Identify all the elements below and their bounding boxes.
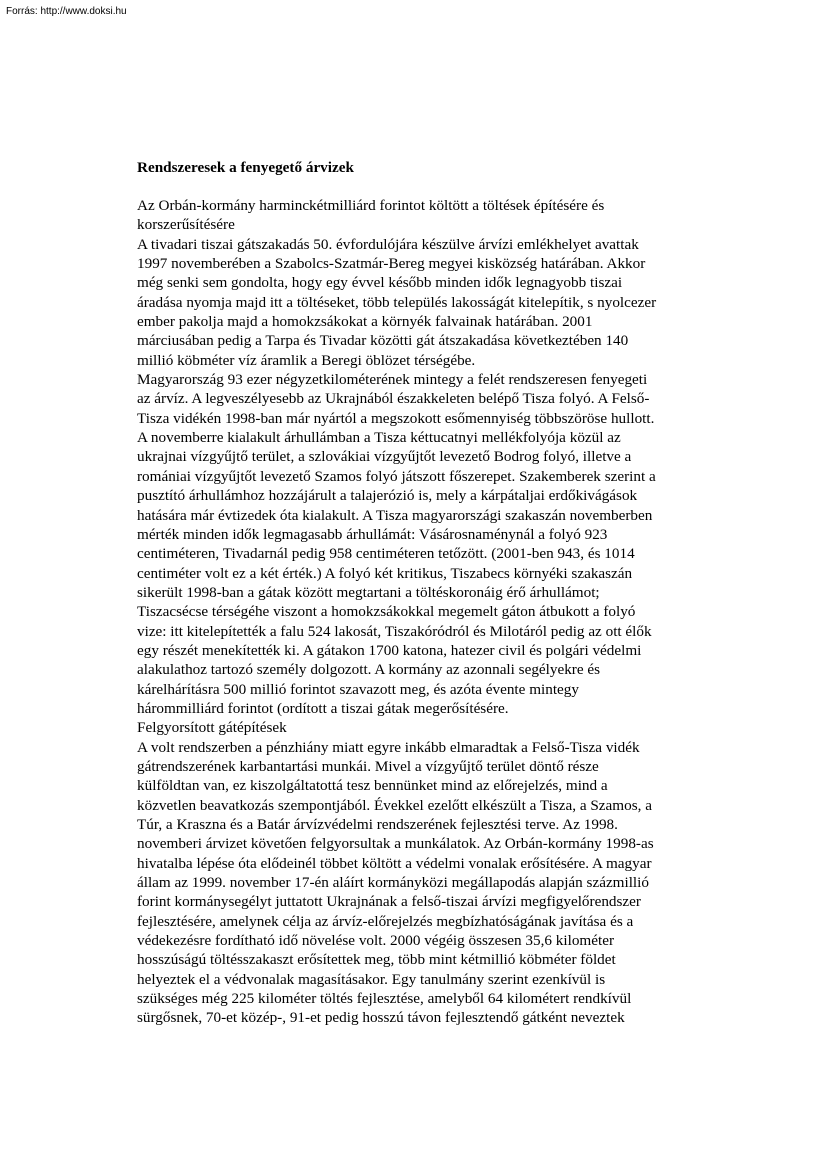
text-line: centiméter volt ez a két érték.) A folyó két kritikus, Tiszabecs környéki szakaszán xyxy=(137,564,633,582)
text-line: 1997 novemberében a Szabolcs-Szatmár-Bereg megyei kisközség határában. Akkor xyxy=(137,255,646,273)
text-line: ukrajnai vízgyűjtő terület, a szlovákiai vízgyűjtőt levezető Bodrog folyó, illetve a xyxy=(137,448,632,466)
text-line: romániai vízgyűjtőt levezető Szamos folyó játszott főszerepet. Szakemberek szerint a xyxy=(137,467,656,485)
text-line: Tiszacsécse térségéhe viszont a homokzsákokkal megemelt gáton átbukott a folyó xyxy=(137,603,636,621)
text-line: centiméteren, Tivadarnál pedig 958 centiméteren tetőzött. (2001-ben 943, és 1014 xyxy=(137,545,635,563)
text-line: védekezésre fordítható idő növelése volt. 2000 végéig összesen 35,6 kilométer xyxy=(137,932,614,950)
text-line: hárommilliárd forintot (ordított a tiszai gátak megerősítésére. xyxy=(137,699,509,717)
text-line: helyeztek el a védvonalak magasításakor. Egy tanulmány szerint ezenkívül is xyxy=(137,970,606,988)
text-line: márciusában pedig a Tarpa és Tivadar közötti gát átszakadása következtében 140 xyxy=(137,332,629,350)
source-attribution: Forrás: http://www.doksi.hu xyxy=(6,6,127,17)
text-line: A volt rendszerben a pénzhiány miatt egyre inkább elmaradtak a Felső-Tisza vidék xyxy=(137,738,640,756)
text-line: ember pakolja majd a homokzsákokat a környék falvainak határában. 2001 xyxy=(137,313,593,331)
text-line: alakulathoz tartozó személy dolgozott. A kormány az azonnali segélyekre és xyxy=(137,661,601,679)
text-line: hivatalba lépése óta elődeinél többet költött a védelmi vonalak erősítésére. A magyar xyxy=(137,854,652,872)
text-line: még senki sem gondolta, hogy egy évvel később minden idők legnagyobb tiszai xyxy=(137,274,623,292)
text-line: novemberi árvizet követően felgyorsultak a munkálatok. Az Orbán-kormány 1998-as xyxy=(137,835,654,853)
text-line: Tisza vidékén 1998-ban már nyártól a megszokott esőmennyiség többszöröse hullott. xyxy=(137,409,655,427)
text-line: millió köbméter víz áramlik a Beregi öblözet térségébe. xyxy=(137,351,476,369)
document-body xyxy=(137,158,712,1028)
text-line: A novemberre kialakult árhullámban a Tisza kéttucatnyi mellékfolyója közül az xyxy=(137,429,621,447)
text-line: állam az 1999. november 17-én aláírt kormányközi megállapodás alapján százmillió xyxy=(137,874,649,892)
text-line: sikerült 1998-ban a gátak között megtartani a töltéskoronáig érő árhullámot; xyxy=(137,583,600,601)
text-line: korszerűsítésére xyxy=(137,216,235,234)
text-line: hosszúságú töltésszakaszt erősítettek meg, több mint kétmillió köbméter földet xyxy=(137,951,616,969)
text-line: áradása nyomja majd itt a töltéseket, több település lakosságát kitelepítik, s nyolcezer xyxy=(137,293,657,311)
text-line: forint kormánysegélyt juttatott Ukrajnának a felső-tiszai árvízi megfigyelőrendszer xyxy=(137,893,641,911)
text-line: szükséges még 225 kilométer töltés fejlesztése, amelyből 64 kilométert rendkívül xyxy=(137,990,632,1008)
text-line: Magyarország 93 ezer négyzetkilométerének mintegy a felét rendszeresen fenyegeti xyxy=(137,371,648,389)
text-line: A tivadari tiszai gátszakadás 50. évfordulójára készülve árvízi emlékhelyet avattak xyxy=(137,235,639,253)
text-line: kárelhárításra 500 millió forintot szavazott meg, és azóta évente mintegy xyxy=(137,680,579,698)
text-line: Túr, a Kraszna és a Batár árvízvédelmi rendszerének fejlesztési terve. Az 1998. xyxy=(137,816,618,833)
article-text xyxy=(137,196,712,1028)
text-line: közvetlen beavatkozás szempontjából. Évekkel ezelőtt elkészült a Tisza, a Szamos, a xyxy=(137,796,652,814)
text-line: Az Orbán-kormány harminckétmilliárd forintot költött a töltések építésére és xyxy=(137,197,605,214)
text-line: vize: itt kitelepítették a falu 524 lakosát, Tiszakóródról és Milotáról pedig az ott élők xyxy=(137,622,652,640)
text-line: az árvíz. A legveszélyesebb az Ukrajnából északkeleten belépő Tisza folyó. A Felső- xyxy=(137,390,650,408)
text-line: mérték minden idők legmagasabb árhullámát: Vásárosnaménynál a folyó 923 xyxy=(137,525,608,543)
text-line: gátrendszerének karbantartási munkái. Mivel a vízgyűjtő terület döntő része xyxy=(137,757,599,775)
text-line: Felgyorsított gátépítések xyxy=(137,719,287,737)
text-line: külföldtan van, ez kiszolgáltatottá tesz bennünket mind az előrejelzés, mind a xyxy=(137,777,608,795)
text-line: fejlesztésére, amelynek célja az árvíz-előrejelzés megbízhatóságának javítása és a xyxy=(137,912,634,930)
text-line: hatására már évtizedek óta kialakult. A Tisza magyarországi szakaszán novemberben xyxy=(137,506,653,524)
text-line: egy részét menekítették ki. A gátakon 1700 katona, hatezer civil és polgári védelmi xyxy=(137,641,642,659)
text-line: pusztító árhullámhoz hozzájárult a talajerózió is, mely a kárpátaljai erdőkivágások xyxy=(137,487,638,505)
text-line: sürgősnek, 70-et közép-, 91-et pedig hosszú távon fejlesztendő gátként neveztek xyxy=(137,1009,625,1027)
article-title: Rendszeresek a fenyegető árvizek xyxy=(137,159,354,176)
